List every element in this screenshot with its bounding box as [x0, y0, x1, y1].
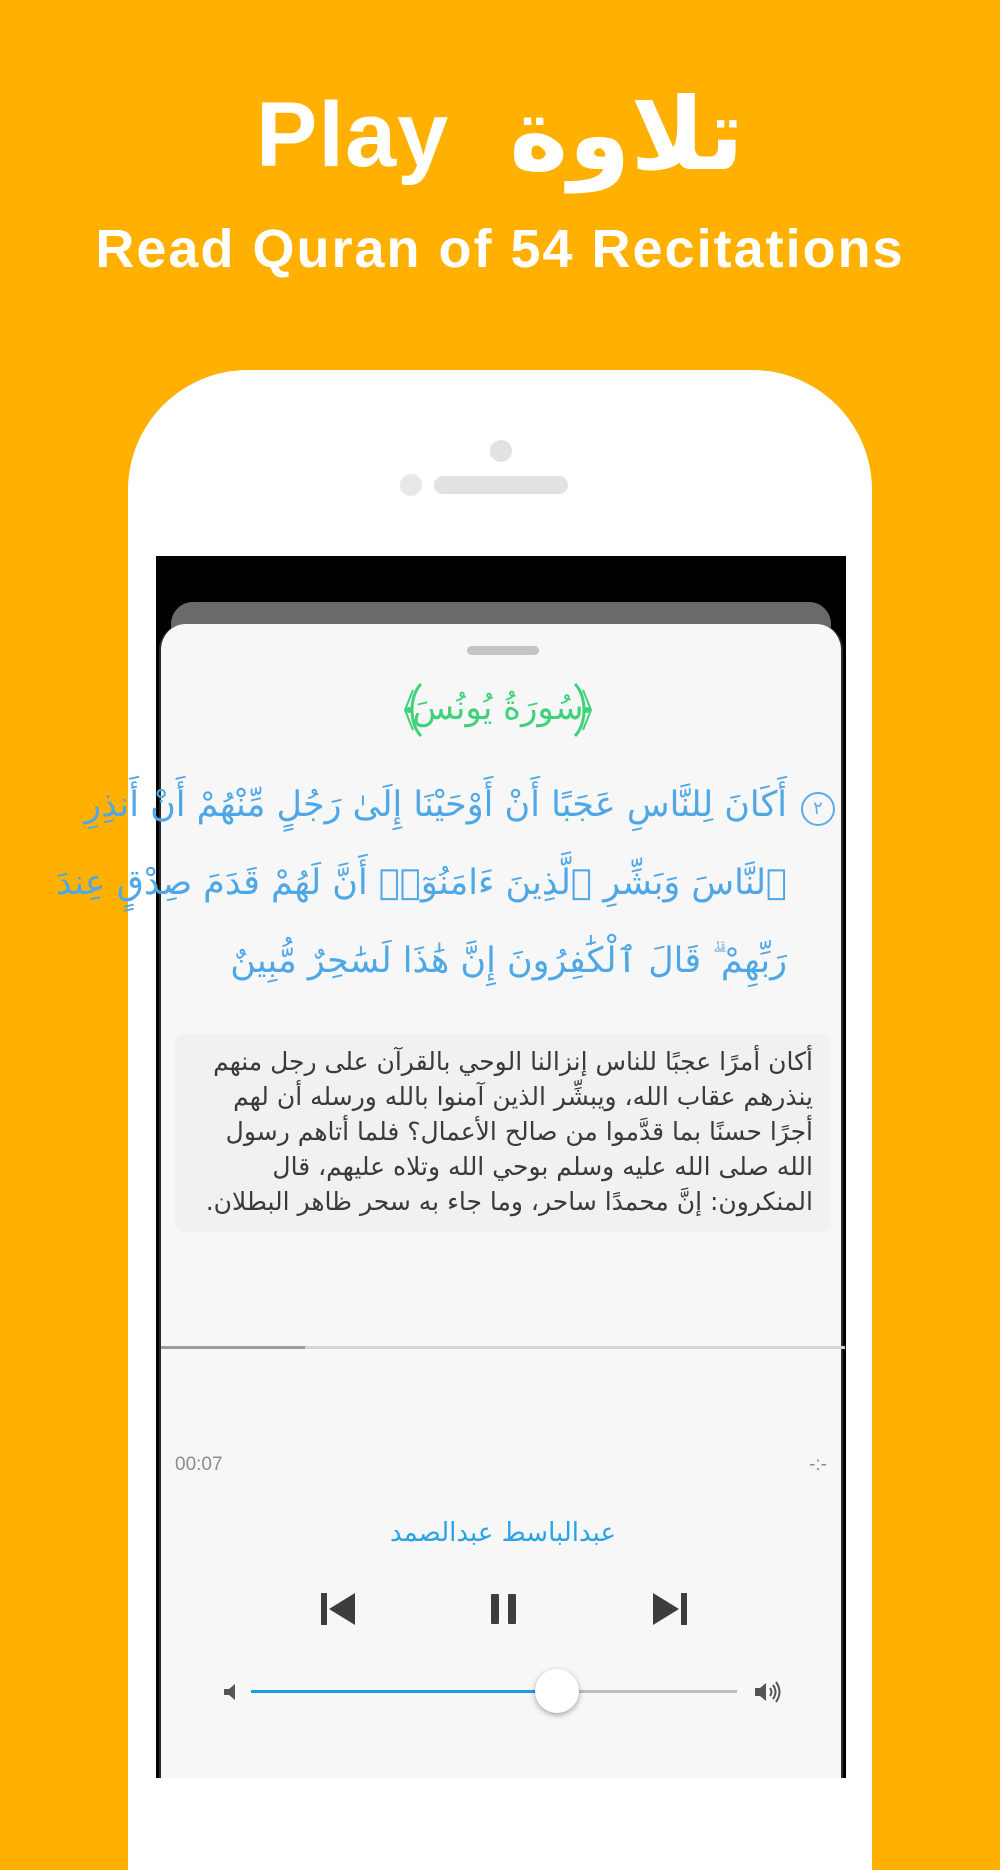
- surah-banner: [403, 676, 593, 744]
- phone-speaker: [434, 476, 568, 494]
- tafsir-line: الله صلى الله عليه وسلم بوحي الله وتلاه عليهم، قال: [272, 1152, 813, 1181]
- promo-title-en: Play: [256, 84, 450, 186]
- verse-line: ٱلنَّاسَ وَبَشِّرِ ٱلَّذِينَ ءَامَنُوٓا۟ أَنَّ لَهُمْ قَدَمَ صِدْقٍ عِندَ: [55, 863, 787, 903]
- tafsir-line: المنكرون: إنَّ محمدًا ساحر، وما جاء به سحر ظاهر البطلان.: [205, 1187, 813, 1216]
- skip-next-icon: [645, 1584, 695, 1634]
- volume-slider[interactable]: [251, 1690, 737, 1693]
- previous-button[interactable]: [313, 1584, 363, 1634]
- promo-headline: [0, 70, 1000, 200]
- volume-high-icon: [753, 1679, 785, 1705]
- volume-slider-fill: [251, 1690, 557, 1693]
- pause-button[interactable]: [479, 1584, 529, 1634]
- current-time: 00:07: [175, 1454, 223, 1475]
- reciter-name[interactable]: عبدالباسط عبدالصمد: [389, 1518, 617, 1548]
- volume-control: [221, 1672, 791, 1712]
- phone-sensor: [400, 474, 422, 496]
- pause-icon: [479, 1584, 529, 1634]
- player-sheet: [55, 624, 843, 1778]
- promo-title-ar: تلاوة: [509, 76, 744, 193]
- surah-name: سُورَةُ يُونُسَ: [412, 688, 584, 728]
- volume-slider-thumb[interactable]: [535, 1669, 579, 1713]
- skip-previous-icon: [313, 1584, 363, 1634]
- sheet-grabber[interactable]: [467, 646, 539, 655]
- verse-line: رَبِّهِمْ ۗ قَالَ ٱلْكَٰفِرُونَ إِنَّ هَٰذَا لَسَٰحِرٌ مُّبِينٌ: [230, 941, 787, 981]
- ayah-number-badge: ٢: [801, 792, 835, 826]
- tafsir-line: ينذرهم عقاب الله، ويبشِّر الذين آمنوا بالله ورسله أن لهم: [233, 1082, 813, 1111]
- phone-camera: [490, 440, 512, 462]
- duration-time: -:-: [809, 1454, 827, 1475]
- playback-progress-bar[interactable]: [161, 1346, 845, 1349]
- playback-progress-fill: [161, 1346, 305, 1349]
- next-button[interactable]: [645, 1584, 695, 1634]
- verse-line: أَكَانَ لِلنَّاسِ عَجَبًا أَنْ أَوْحَيْنَا إِلَىٰ رَجُلٍ مِّنْهُمْ أَنْ أَنذِرِ: [84, 785, 787, 825]
- volume-low-icon: [221, 1681, 243, 1703]
- tafsir-line: أجرًا حسنًا بما قدَّموا من صالح الأعمال؟ فلما أتاهم رسول: [225, 1117, 813, 1146]
- tafsir-line: أكان أمرًا عجبًا للناس إنزالنا الوحي بالقرآن على رجل منهم: [213, 1047, 813, 1076]
- promo-subtitle: Read Quran of 54 Recitations: [95, 219, 905, 279]
- tafsir-box: [175, 1034, 831, 1232]
- phone-screen: [55, 556, 846, 1778]
